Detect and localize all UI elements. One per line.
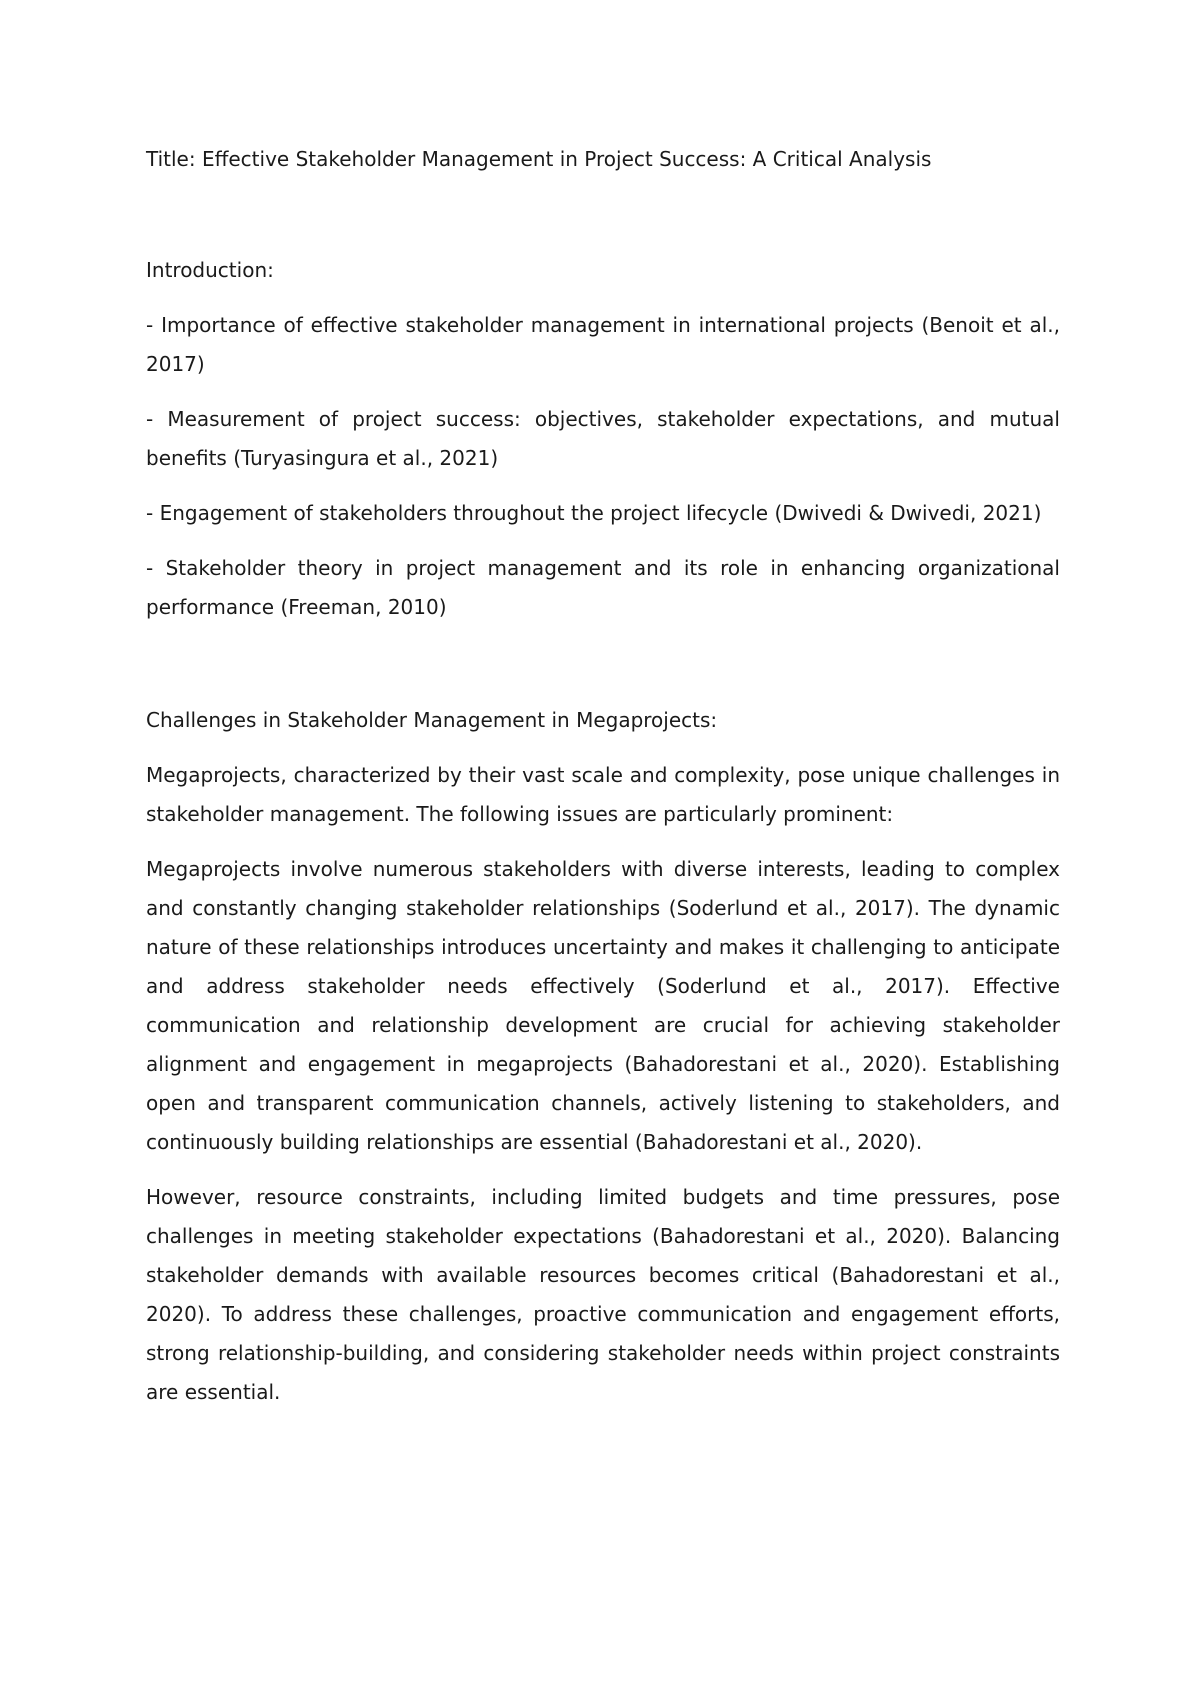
introduction-item: - Importance of effective stakeholder management in international projects (Benoit et al., 2017) — [146, 313, 1060, 376]
document-title: Title: Effective Stakeholder Management in Project Success: A Critical Analysis — [146, 147, 932, 171]
challenges-heading: Challenges in Stakeholder Management in Megaprojects: — [146, 708, 718, 732]
challenges-paragraph: However, resource constraints, including limited budgets and time pressures, pose challenges in meeting stakeholder expectations (Bahadorestani et al., 2020). Balancing stakeholder demands with available resources becomes critical (Bahadorestani et al., 2020). To address these challenges, proactive communication and engagement efforts, strong relationship-building, and considering stakeholder needs within project constraints are essential. — [146, 1185, 1060, 1404]
introduction-item: - Engagement of stakeholders throughout the project lifecycle (Dwivedi & Dwivedi, 2021) — [146, 501, 1042, 525]
introduction-item: - Measurement of project success: objectives, stakeholder expectations, and mutual benefits (Turyasingura et al., 2021) — [146, 407, 1060, 470]
document-page — [146, 140, 1060, 1412]
introduction-heading: Introduction: — [146, 258, 274, 282]
challenges-paragraph: Megaprojects, characterized by their vast scale and complexity, pose unique challenges in stakeholder management. The following issues are particularly prominent: — [146, 763, 1060, 826]
introduction-item: - Stakeholder theory in project management and its role in enhancing organizational performance (Freeman, 2010) — [146, 556, 1060, 619]
challenges-paragraph: Megaprojects involve numerous stakeholders with diverse interests, leading to complex and constantly changing stakeholder relationships (Soderlund et al., 2017). The dynamic nature of these relationships introduces uncertainty and makes it challenging to anticipate and address stakeholder needs effectively (Soderlund et al., 2017). Effective communication and relationship development are crucial for achieving stakeholder alignment and engagement in megaprojects (Bahadorestani et al., 2020). Establishing open and transparent communication channels, actively listening to stakeholders, and continuously building relationships are essential (Bahadorestani et al., 2020). — [146, 857, 1060, 1154]
